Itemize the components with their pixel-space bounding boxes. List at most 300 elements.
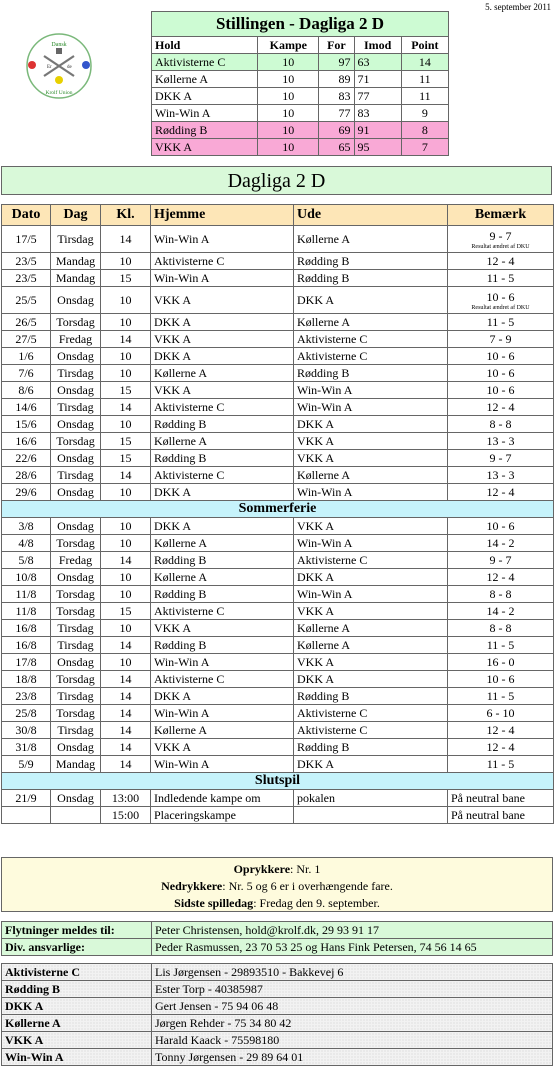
day-cell: Onsdag bbox=[51, 450, 101, 467]
team-name: Rødding B bbox=[2, 981, 152, 998]
home-cell: DKK A bbox=[151, 314, 294, 331]
match-row bbox=[2, 671, 554, 688]
points-cell: 11 bbox=[401, 88, 448, 105]
home-cell: VKK A bbox=[151, 620, 294, 637]
match-row bbox=[2, 416, 554, 433]
team-contacts-table bbox=[1, 963, 553, 1066]
time-cell: 15 bbox=[101, 382, 151, 399]
logo-bottom-text: Krolf Union bbox=[45, 90, 73, 96]
home-cell: Rødding B bbox=[151, 416, 294, 433]
away-cell: Aktivisterne C bbox=[294, 348, 448, 365]
time-cell: 10 bbox=[101, 569, 151, 586]
playoff-cell bbox=[51, 807, 101, 824]
day-cell: Tirsdag bbox=[51, 226, 101, 253]
match-row bbox=[2, 654, 554, 671]
krolf-union-logo bbox=[22, 32, 96, 100]
time-cell: 14 bbox=[101, 671, 151, 688]
time-cell: 10 bbox=[101, 484, 151, 501]
time-cell: 14 bbox=[101, 739, 151, 756]
home-cell: DKK A bbox=[151, 484, 294, 501]
time-cell: 15 bbox=[101, 270, 151, 287]
standings-header: Point bbox=[401, 37, 448, 54]
time-cell: 14 bbox=[101, 399, 151, 416]
date-cell: 23/5 bbox=[2, 253, 51, 270]
away-cell: Rødding B bbox=[294, 739, 448, 756]
team-name: Aktivisterne C bbox=[2, 964, 152, 981]
logo-right-text: de bbox=[67, 65, 72, 70]
games-cell: 10 bbox=[258, 54, 319, 71]
remark-cell: 12 - 4 bbox=[448, 739, 554, 756]
home-cell: Win-Win A bbox=[151, 270, 294, 287]
standings-header: Kampe bbox=[258, 37, 319, 54]
match-row bbox=[2, 484, 554, 501]
home-cell: Køllerne A bbox=[151, 365, 294, 382]
day-cell: Tirsdag bbox=[51, 722, 101, 739]
date-cell: 10/8 bbox=[2, 569, 51, 586]
day-cell: Tirsdag bbox=[51, 637, 101, 654]
remark-cell: 13 - 3 bbox=[448, 433, 554, 450]
date-cell: 25/8 bbox=[2, 705, 51, 722]
section-playoffs: Slutspil bbox=[2, 773, 554, 790]
remark-cell: 10 - 6 bbox=[448, 518, 554, 535]
day-cell: Torsdag bbox=[51, 314, 101, 331]
match-row bbox=[2, 569, 554, 586]
away-cell: DKK A bbox=[294, 416, 448, 433]
standings-row bbox=[152, 139, 449, 156]
points-cell: 9 bbox=[401, 105, 448, 122]
time-cell: 10 bbox=[101, 287, 151, 314]
time-cell: 10 bbox=[101, 348, 151, 365]
away-cell: DKK A bbox=[294, 569, 448, 586]
team-contact: Ester Torp - 40385987 bbox=[152, 981, 553, 998]
playoff-cell: På neutral bane bbox=[448, 790, 554, 807]
points-cell: 14 bbox=[401, 54, 448, 71]
standings-header: Hold bbox=[152, 37, 258, 54]
away-cell: Køllerne A bbox=[294, 314, 448, 331]
time-cell: 10 bbox=[101, 620, 151, 637]
contact-label: Flytninger meldes til: bbox=[2, 922, 152, 939]
for-cell: 89 bbox=[319, 71, 354, 88]
team-name: Win-Win A bbox=[152, 105, 258, 122]
remark-cell: 10 - 6 bbox=[448, 671, 554, 688]
logo-top-text: Dansk bbox=[51, 42, 67, 48]
day-cell: Onsdag bbox=[51, 569, 101, 586]
remark-cell: 12 - 4 bbox=[448, 722, 554, 739]
time-cell: 10 bbox=[101, 518, 151, 535]
away-cell: VKK A bbox=[294, 518, 448, 535]
home-cell: VKK A bbox=[151, 331, 294, 348]
against-cell: 91 bbox=[354, 122, 401, 139]
games-cell: 10 bbox=[258, 105, 319, 122]
date-cell: 16/8 bbox=[2, 620, 51, 637]
remark-note: Resultat ændret af DKU bbox=[471, 243, 530, 250]
away-cell: Aktivisterne C bbox=[294, 722, 448, 739]
match-row bbox=[2, 586, 554, 603]
day-cell: Onsdag bbox=[51, 416, 101, 433]
team-contact-row bbox=[2, 1032, 553, 1049]
away-cell: VKK A bbox=[294, 450, 448, 467]
time-cell: 14 bbox=[101, 637, 151, 654]
remark-cell: 12 - 4 bbox=[448, 399, 554, 416]
day-cell: Tirsdag bbox=[51, 365, 101, 382]
promotion-line: Oprykkere: Nr. 1 bbox=[233, 862, 321, 876]
remark-cell: 11 - 5 bbox=[448, 756, 554, 773]
time-cell: 15 bbox=[101, 433, 151, 450]
home-cell: VKK A bbox=[151, 382, 294, 399]
contact-value: Peter Christensen, hold@krolf.dk, 29 93 91 17 bbox=[152, 922, 553, 939]
schedule-header: Kl. bbox=[101, 205, 151, 226]
remark-cell: 11 - 5 bbox=[448, 637, 554, 654]
home-cell: Køllerne A bbox=[151, 569, 294, 586]
match-row bbox=[2, 399, 554, 416]
date-cell: 1/6 bbox=[2, 348, 51, 365]
away-cell: VKK A bbox=[294, 654, 448, 671]
match-row bbox=[2, 552, 554, 569]
time-cell: 15 bbox=[101, 603, 151, 620]
remark-cell: 14 - 2 bbox=[448, 603, 554, 620]
date-cell: 26/5 bbox=[2, 314, 51, 331]
remark-cell: 10 - 6 Resultat ændret af DKU bbox=[448, 287, 554, 314]
home-cell: DKK A bbox=[151, 518, 294, 535]
remark-cell: 10 - 6 bbox=[448, 348, 554, 365]
home-cell: Aktivisterne C bbox=[151, 603, 294, 620]
team-name: DKK A bbox=[152, 88, 258, 105]
date-cell: 8/6 bbox=[2, 382, 51, 399]
remark-note: Resultat ændret af DKU bbox=[471, 304, 530, 311]
match-row bbox=[2, 382, 554, 399]
remark-cell: 8 - 8 bbox=[448, 620, 554, 637]
time-cell: 10 bbox=[101, 535, 151, 552]
away-cell: Køllerne A bbox=[294, 467, 448, 484]
time-cell: 14 bbox=[101, 722, 151, 739]
team-contact: Jørgen Rehder - 75 34 80 42 bbox=[152, 1015, 553, 1032]
day-cell: Mandag bbox=[51, 756, 101, 773]
away-cell: Win-Win A bbox=[294, 586, 448, 603]
match-row bbox=[2, 331, 554, 348]
home-cell: Win-Win A bbox=[151, 756, 294, 773]
home-cell: Rødding B bbox=[151, 586, 294, 603]
points-cell: 11 bbox=[401, 71, 448, 88]
away-cell: Køllerne A bbox=[294, 637, 448, 654]
time-cell: 14 bbox=[101, 688, 151, 705]
remark-cell: 11 - 5 bbox=[448, 314, 554, 331]
date-cell: 11/8 bbox=[2, 603, 51, 620]
match-row bbox=[2, 756, 554, 773]
away-cell: Rødding B bbox=[294, 365, 448, 382]
logo-left-text: Er bbox=[47, 65, 52, 70]
home-cell: Aktivisterne C bbox=[151, 467, 294, 484]
remark-cell: 12 - 4 bbox=[448, 569, 554, 586]
remark-cell: 9 - 7 bbox=[448, 450, 554, 467]
remark-cell: 6 - 10 bbox=[448, 705, 554, 722]
match-row bbox=[2, 620, 554, 637]
team-contact-row bbox=[2, 1015, 553, 1032]
date-cell: 14/6 bbox=[2, 399, 51, 416]
time-cell: 10 bbox=[101, 586, 151, 603]
match-row bbox=[2, 637, 554, 654]
date-cell: 23/5 bbox=[2, 270, 51, 287]
date-cell: 18/8 bbox=[2, 671, 51, 688]
team-contact: Lis Jørgensen - 29893510 - Bakkevej 6 bbox=[152, 964, 553, 981]
day-cell: Torsdag bbox=[51, 586, 101, 603]
against-cell: 63 bbox=[354, 54, 401, 71]
home-cell: Rødding B bbox=[151, 637, 294, 654]
playoff-cell: 13:00 bbox=[101, 790, 151, 807]
date-cell: 16/6 bbox=[2, 433, 51, 450]
contact-row bbox=[2, 922, 553, 939]
date-cell: 29/6 bbox=[2, 484, 51, 501]
match-row bbox=[2, 688, 554, 705]
match-row bbox=[2, 450, 554, 467]
section-summer-break: Sommerferie bbox=[2, 501, 554, 518]
day-cell: Tirsdag bbox=[51, 399, 101, 416]
home-cell: Aktivisterne C bbox=[151, 671, 294, 688]
remark-cell: 13 - 3 bbox=[448, 467, 554, 484]
home-cell: Win-Win A bbox=[151, 654, 294, 671]
for-cell: 83 bbox=[319, 88, 354, 105]
away-cell: Win-Win A bbox=[294, 382, 448, 399]
games-cell: 10 bbox=[258, 88, 319, 105]
time-cell: 10 bbox=[101, 314, 151, 331]
for-cell: 97 bbox=[319, 54, 354, 71]
playoff-row bbox=[2, 790, 554, 807]
last-day-line: Sidste spilledag: Fredag den 9. september. bbox=[174, 896, 380, 910]
date-cell: 31/8 bbox=[2, 739, 51, 756]
remark-cell: 14 - 2 bbox=[448, 535, 554, 552]
remark-cell: 8 - 8 bbox=[448, 586, 554, 603]
standings-row bbox=[152, 71, 449, 88]
team-name: Win-Win A bbox=[2, 1049, 152, 1066]
playoff-cell: På neutral bane bbox=[448, 807, 554, 824]
time-cell: 14 bbox=[101, 467, 151, 484]
day-cell: Onsdag bbox=[51, 287, 101, 314]
match-row bbox=[2, 603, 554, 620]
away-cell: Aktivisterne C bbox=[294, 705, 448, 722]
for-cell: 69 bbox=[319, 122, 354, 139]
time-cell: 14 bbox=[101, 552, 151, 569]
remark-cell: 16 - 0 bbox=[448, 654, 554, 671]
schedule-header: Bemærk bbox=[448, 205, 554, 226]
playoff-row bbox=[2, 807, 554, 824]
standings-header: Imod bbox=[354, 37, 401, 54]
remark-cell: 12 - 4 bbox=[448, 253, 554, 270]
time-cell: 14 bbox=[101, 705, 151, 722]
time-cell: 15 bbox=[101, 450, 151, 467]
schedule-header: Hjemme bbox=[151, 205, 294, 226]
against-cell: 77 bbox=[354, 88, 401, 105]
day-cell: Onsdag bbox=[51, 518, 101, 535]
match-row bbox=[2, 739, 554, 756]
points-cell: 8 bbox=[401, 122, 448, 139]
date-cell: 22/6 bbox=[2, 450, 51, 467]
date-cell: 25/5 bbox=[2, 287, 51, 314]
standings-table bbox=[151, 11, 449, 156]
remark-cell: 12 - 4 bbox=[448, 484, 554, 501]
home-cell: Win-Win A bbox=[151, 705, 294, 722]
team-contact: Gert Jensen - 75 94 06 48 bbox=[152, 998, 553, 1015]
home-cell: Køllerne A bbox=[151, 433, 294, 450]
away-cell: Rødding B bbox=[294, 253, 448, 270]
home-cell: Win-Win A bbox=[151, 226, 294, 253]
against-cell: 71 bbox=[354, 71, 401, 88]
away-cell: Win-Win A bbox=[294, 484, 448, 501]
time-cell: 14 bbox=[101, 756, 151, 773]
remark-cell: 9 - 7 bbox=[448, 552, 554, 569]
remark-cell: 7 - 9 bbox=[448, 331, 554, 348]
team-name: Køllerne A bbox=[152, 71, 258, 88]
date-cell: 17/8 bbox=[2, 654, 51, 671]
match-row bbox=[2, 253, 554, 270]
day-cell: Onsdag bbox=[51, 348, 101, 365]
relegation-line: Nedrykkere: Nr. 5 og 6 er i overhængende fare. bbox=[161, 879, 393, 893]
date-cell: 28/6 bbox=[2, 467, 51, 484]
date-cell: 17/5 bbox=[2, 226, 51, 253]
contacts-table bbox=[1, 921, 553, 956]
home-cell: Aktivisterne C bbox=[151, 253, 294, 270]
team-name: Rødding B bbox=[152, 122, 258, 139]
remark-cell: 8 - 8 bbox=[448, 416, 554, 433]
standings-row bbox=[152, 105, 449, 122]
against-cell: 95 bbox=[354, 139, 401, 156]
team-contact-row bbox=[2, 1049, 553, 1066]
date-cell: 23/8 bbox=[2, 688, 51, 705]
contact-row bbox=[2, 939, 553, 956]
date-cell: 16/8 bbox=[2, 637, 51, 654]
time-cell: 10 bbox=[101, 365, 151, 382]
team-contact-row bbox=[2, 964, 553, 981]
date-cell: 27/5 bbox=[2, 331, 51, 348]
team-contact-row bbox=[2, 998, 553, 1015]
away-cell: Rødding B bbox=[294, 688, 448, 705]
team-contact: Tonny Jørgensen - 29 89 64 01 bbox=[152, 1049, 553, 1066]
day-cell: Tirsdag bbox=[51, 688, 101, 705]
match-row bbox=[2, 518, 554, 535]
day-cell: Tirsdag bbox=[51, 467, 101, 484]
match-row bbox=[2, 535, 554, 552]
team-name: DKK A bbox=[2, 998, 152, 1015]
match-row bbox=[2, 270, 554, 287]
remark-cell: 9 - 7 Resultat ændret af DKU bbox=[448, 226, 554, 253]
away-cell: Win-Win A bbox=[294, 399, 448, 416]
match-row bbox=[2, 348, 554, 365]
time-cell: 14 bbox=[101, 331, 151, 348]
day-cell: Onsdag bbox=[51, 654, 101, 671]
match-row bbox=[2, 314, 554, 331]
match-row bbox=[2, 287, 554, 314]
standings-row bbox=[152, 122, 449, 139]
day-cell: Onsdag bbox=[51, 382, 101, 399]
games-cell: 10 bbox=[258, 139, 319, 156]
playoff-cell: Onsdag bbox=[51, 790, 101, 807]
away-cell: DKK A bbox=[294, 756, 448, 773]
for-cell: 65 bbox=[319, 139, 354, 156]
remark-cell: 10 - 6 bbox=[448, 382, 554, 399]
standings-row bbox=[152, 88, 449, 105]
notes-box bbox=[1, 857, 553, 912]
match-row bbox=[2, 365, 554, 382]
time-cell: 10 bbox=[101, 253, 151, 270]
playoff-cell: pokalen bbox=[294, 790, 448, 807]
home-cell: DKK A bbox=[151, 688, 294, 705]
date-cell: 5/9 bbox=[2, 756, 51, 773]
away-cell: Køllerne A bbox=[294, 226, 448, 253]
playoff-cell bbox=[294, 807, 448, 824]
standings-title: Stillingen - Dagliga 2 D bbox=[152, 12, 449, 37]
schedule-header: Ude bbox=[294, 205, 448, 226]
match-row bbox=[2, 467, 554, 484]
day-cell: Torsdag bbox=[51, 603, 101, 620]
team-name: VKK A bbox=[152, 139, 258, 156]
day-cell: Fredag bbox=[51, 331, 101, 348]
date-cell: 3/8 bbox=[2, 518, 51, 535]
against-cell: 83 bbox=[354, 105, 401, 122]
date-cell: 15/6 bbox=[2, 416, 51, 433]
away-cell: Køllerne A bbox=[294, 620, 448, 637]
games-cell: 10 bbox=[258, 71, 319, 88]
games-cell: 10 bbox=[258, 122, 319, 139]
date-cell: 7/6 bbox=[2, 365, 51, 382]
day-cell: Fredag bbox=[51, 552, 101, 569]
playoff-cell: Indledende kampe om bbox=[151, 790, 294, 807]
home-cell: Rødding B bbox=[151, 450, 294, 467]
day-cell: Torsdag bbox=[51, 705, 101, 722]
playoff-cell: 21/9 bbox=[2, 790, 51, 807]
away-cell: DKK A bbox=[294, 287, 448, 314]
team-contact-row bbox=[2, 981, 553, 998]
away-cell: Rødding B bbox=[294, 270, 448, 287]
home-cell: Køllerne A bbox=[151, 535, 294, 552]
home-cell: Rødding B bbox=[151, 552, 294, 569]
home-cell: VKK A bbox=[151, 287, 294, 314]
date-cell: 30/8 bbox=[2, 722, 51, 739]
time-cell: 10 bbox=[101, 654, 151, 671]
standings-row bbox=[152, 54, 449, 71]
match-row bbox=[2, 705, 554, 722]
schedule-header: Dato bbox=[2, 205, 51, 226]
day-cell: Torsdag bbox=[51, 535, 101, 552]
away-cell: Aktivisterne C bbox=[294, 552, 448, 569]
day-cell: Torsdag bbox=[51, 433, 101, 450]
schedule-header: Dag bbox=[51, 205, 101, 226]
points-cell: 7 bbox=[401, 139, 448, 156]
away-cell: VKK A bbox=[294, 603, 448, 620]
time-cell: 10 bbox=[101, 416, 151, 433]
playoff-cell: Placeringskampe bbox=[151, 807, 294, 824]
match-row bbox=[2, 433, 554, 450]
day-cell: Mandag bbox=[51, 253, 101, 270]
remark-cell: 10 - 6 bbox=[448, 365, 554, 382]
playoff-cell: 15:00 bbox=[101, 807, 151, 824]
match-row bbox=[2, 226, 554, 253]
date-cell: 11/8 bbox=[2, 586, 51, 603]
standings-header: For bbox=[319, 37, 354, 54]
day-cell: Onsdag bbox=[51, 739, 101, 756]
home-cell: VKK A bbox=[151, 739, 294, 756]
away-cell: Win-Win A bbox=[294, 535, 448, 552]
time-cell: 14 bbox=[101, 226, 151, 253]
date-cell: 4/8 bbox=[2, 535, 51, 552]
remark-cell: 11 - 5 bbox=[448, 270, 554, 287]
home-cell: Køllerne A bbox=[151, 722, 294, 739]
day-cell: Torsdag bbox=[51, 671, 101, 688]
day-cell: Tirsdag bbox=[51, 620, 101, 637]
schedule-table bbox=[1, 204, 554, 824]
match-row bbox=[2, 722, 554, 739]
contact-label: Div. ansvarlige: bbox=[2, 939, 152, 956]
contact-value: Peder Rasmussen, 23 70 53 25 og Hans Fink Petersen, 74 56 14 65 bbox=[152, 939, 553, 956]
print-date: 5. september 2011 bbox=[485, 2, 551, 12]
team-name: Aktivisterne C bbox=[152, 54, 258, 71]
